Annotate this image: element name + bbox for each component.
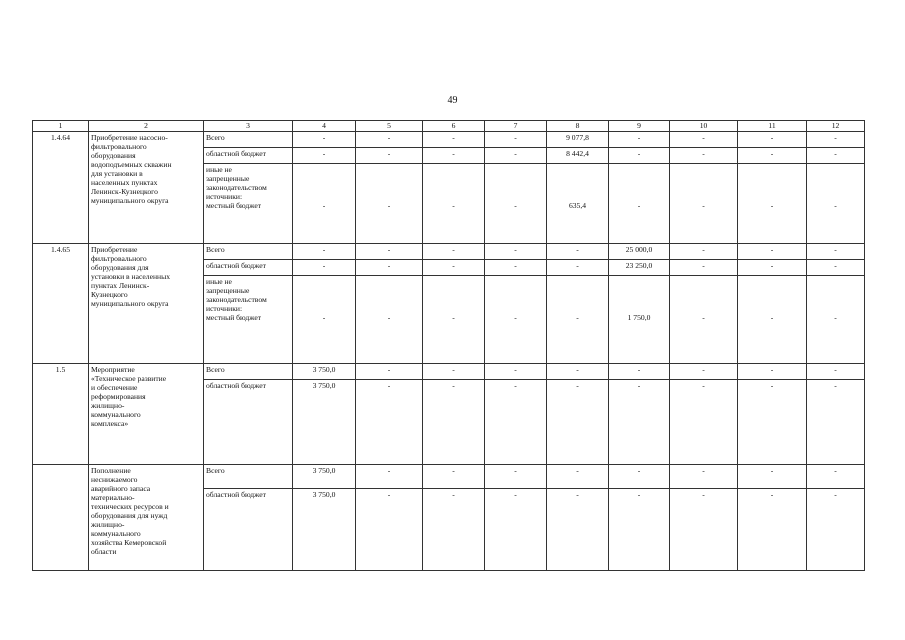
- value-cell: -: [609, 148, 670, 164]
- activity-name-line: муниципального округа: [91, 299, 169, 308]
- value-cell: -: [738, 380, 807, 465]
- activity-name-line: водоподъемных скважин: [91, 160, 172, 169]
- value-cell: -: [485, 276, 547, 364]
- value-cell: 3 750,0: [293, 364, 356, 380]
- row-number: 1.4.64: [33, 132, 89, 244]
- funding-source-line: запрещенные: [206, 286, 250, 295]
- value-cell: -: [293, 148, 356, 164]
- value-cell: -: [670, 380, 738, 465]
- budget-table: [32, 120, 865, 571]
- value-cell: -: [423, 132, 485, 148]
- value-cell: -: [807, 489, 865, 571]
- value-cell: -: [356, 364, 423, 380]
- activity-name: [89, 364, 204, 465]
- funding-source: [204, 164, 293, 244]
- value-cell: -: [356, 465, 423, 489]
- value-cell: -: [609, 380, 670, 465]
- value-cell: -: [807, 364, 865, 380]
- funding-source: Всего: [204, 364, 293, 380]
- funding-source-line: иные не: [206, 277, 232, 286]
- value-cell: -: [423, 465, 485, 489]
- value-cell: 635,4: [547, 164, 609, 244]
- column-header: 10: [670, 121, 738, 132]
- activity-name-line: Приобретение насосно-: [91, 133, 168, 142]
- value-cell: -: [423, 244, 485, 260]
- activity-name-line: и обеспечение: [91, 383, 138, 392]
- activity-name-line: муниципального округа: [91, 196, 169, 205]
- value-cell: -: [356, 260, 423, 276]
- funding-source-line: источники:: [206, 192, 243, 201]
- activity-name-line: комплекса»: [91, 419, 129, 428]
- funding-source: областной бюджет: [204, 380, 293, 465]
- table-row: [33, 465, 865, 489]
- value-cell: -: [293, 132, 356, 148]
- value-cell: -: [356, 380, 423, 465]
- value-cell: -: [356, 244, 423, 260]
- activity-name-line: материально-: [91, 493, 135, 502]
- value-cell: -: [485, 465, 547, 489]
- funding-source-line: законодательством: [206, 295, 267, 304]
- page-number: 49: [447, 95, 458, 106]
- column-header: 12: [807, 121, 865, 132]
- row-number: 1.5: [33, 364, 89, 465]
- funding-source-line: местный бюджет: [206, 201, 262, 210]
- value-cell: -: [609, 164, 670, 244]
- value-cell: -: [738, 465, 807, 489]
- column-header: 11: [738, 121, 807, 132]
- value-cell: -: [485, 244, 547, 260]
- activity-name-line: коммунального: [91, 529, 141, 538]
- value-cell: -: [807, 260, 865, 276]
- funding-source: Всего: [204, 132, 293, 148]
- value-cell: -: [670, 244, 738, 260]
- funding-source: областной бюджет: [204, 260, 293, 276]
- activity-name-line: аварийного запаса: [91, 484, 151, 493]
- value-cell: -: [485, 148, 547, 164]
- activity-name: [89, 132, 204, 244]
- value-cell: -: [670, 164, 738, 244]
- value-cell: -: [356, 164, 423, 244]
- value-cell: -: [356, 489, 423, 571]
- value-cell: -: [547, 465, 609, 489]
- column-header: 1: [33, 121, 89, 132]
- value-cell: -: [807, 148, 865, 164]
- activity-name-line: пунктах Ленинск-: [91, 281, 150, 290]
- value-cell: -: [738, 260, 807, 276]
- column-header: 2: [89, 121, 204, 132]
- value-cell: -: [609, 132, 670, 148]
- value-cell: -: [547, 380, 609, 465]
- activity-name-line: жилищно-: [91, 401, 125, 410]
- activity-name-line: фильтровального: [91, 142, 147, 151]
- activity-name-line: Приобретение: [91, 245, 138, 254]
- activity-name-line: оборудования для нужд: [91, 511, 168, 520]
- value-cell: -: [670, 148, 738, 164]
- value-cell: -: [485, 164, 547, 244]
- value-cell: -: [738, 164, 807, 244]
- value-cell: -: [738, 132, 807, 148]
- value-cell: -: [485, 489, 547, 571]
- activity-name-line: Ленинск-Кузнецкого: [91, 187, 158, 196]
- value-cell: -: [609, 489, 670, 571]
- value-cell: -: [738, 244, 807, 260]
- funding-source-line: источники:: [206, 304, 243, 313]
- funding-source: Всего: [204, 244, 293, 260]
- value-cell: -: [293, 276, 356, 364]
- value-cell: 3 750,0: [293, 380, 356, 465]
- value-cell: -: [423, 364, 485, 380]
- value-cell: 23 250,0: [609, 260, 670, 276]
- value-cell: -: [547, 260, 609, 276]
- activity-name-line: установки в населенных: [91, 272, 170, 281]
- activity-name-line: населенных пунктах: [91, 178, 158, 187]
- value-cell: -: [807, 132, 865, 148]
- value-cell: -: [293, 164, 356, 244]
- value-cell: -: [807, 380, 865, 465]
- activity-name-line: технических ресурсов и: [91, 502, 169, 511]
- value-cell: -: [738, 148, 807, 164]
- value-cell: -: [485, 364, 547, 380]
- value-cell: -: [609, 465, 670, 489]
- value-cell: -: [807, 244, 865, 260]
- funding-source-line: иные не: [206, 165, 232, 174]
- column-header: 8: [547, 121, 609, 132]
- activity-name-line: Мероприятие: [91, 365, 135, 374]
- value-cell: 3 750,0: [293, 465, 356, 489]
- value-cell: -: [485, 132, 547, 148]
- value-cell: -: [670, 489, 738, 571]
- funding-source-line: местный бюджет: [206, 313, 262, 322]
- value-cell: -: [547, 276, 609, 364]
- value-cell: -: [670, 276, 738, 364]
- table-row: [33, 244, 865, 260]
- activity-name-line: реформирования: [91, 392, 146, 401]
- value-cell: -: [356, 132, 423, 148]
- funding-source: [204, 276, 293, 364]
- activity-name-line: «Техническое развитие: [91, 374, 167, 383]
- column-header: 4: [293, 121, 356, 132]
- value-cell: -: [670, 260, 738, 276]
- value-cell: -: [423, 164, 485, 244]
- value-cell: -: [423, 489, 485, 571]
- activity-name-line: Пополнение: [91, 466, 131, 475]
- activity-name-line: Кузнецкого: [91, 290, 128, 299]
- value-cell: -: [485, 380, 547, 465]
- column-header: 6: [423, 121, 485, 132]
- value-cell: -: [547, 244, 609, 260]
- funding-source-line: запрещенные: [206, 174, 250, 183]
- value-cell: 1 750,0: [609, 276, 670, 364]
- column-header: 3: [204, 121, 293, 132]
- value-cell: -: [670, 364, 738, 380]
- activity-name-line: коммунального: [91, 410, 141, 419]
- funding-source: областной бюджет: [204, 489, 293, 571]
- value-cell: 25 000,0: [609, 244, 670, 260]
- value-cell: -: [609, 364, 670, 380]
- funding-source: областной бюджет: [204, 148, 293, 164]
- value-cell: -: [423, 148, 485, 164]
- value-cell: -: [670, 465, 738, 489]
- activity-name-line: фильтровального: [91, 254, 147, 263]
- value-cell: 3 750,0: [293, 489, 356, 571]
- value-cell: -: [423, 380, 485, 465]
- activity-name-line: оборудования: [91, 151, 136, 160]
- value-cell: -: [485, 260, 547, 276]
- value-cell: -: [670, 132, 738, 148]
- value-cell: -: [293, 260, 356, 276]
- activity-name-line: жилищно-: [91, 520, 125, 529]
- value-cell: -: [547, 364, 609, 380]
- activity-name-line: для установки в: [91, 169, 143, 178]
- value-cell: -: [738, 489, 807, 571]
- value-cell: -: [807, 465, 865, 489]
- value-cell: -: [738, 364, 807, 380]
- value-cell: 9 077,8: [547, 132, 609, 148]
- activity-name-line: хозяйства Кемеровской: [91, 538, 167, 547]
- value-cell: -: [356, 276, 423, 364]
- table-row: [33, 364, 865, 380]
- value-cell: -: [293, 244, 356, 260]
- header-row: [33, 121, 865, 132]
- row-number: [33, 465, 89, 571]
- value-cell: -: [807, 276, 865, 364]
- activity-name-line: области: [91, 547, 117, 556]
- value-cell: 8 442,4: [547, 148, 609, 164]
- funding-source-line: законодательством: [206, 183, 267, 192]
- value-cell: -: [738, 276, 807, 364]
- column-header: 9: [609, 121, 670, 132]
- value-cell: -: [547, 489, 609, 571]
- column-header: 7: [485, 121, 547, 132]
- column-header: 5: [356, 121, 423, 132]
- activity-name-line: оборудования для: [91, 263, 149, 272]
- activity-name: [89, 244, 204, 364]
- value-cell: -: [423, 260, 485, 276]
- value-cell: -: [356, 148, 423, 164]
- activity-name: [89, 465, 204, 571]
- funding-source: Всего: [204, 465, 293, 489]
- activity-name-line: неснижаемого: [91, 475, 138, 484]
- value-cell: -: [423, 276, 485, 364]
- table-row: [33, 132, 865, 148]
- row-number: 1.4.65: [33, 244, 89, 364]
- value-cell: -: [807, 164, 865, 244]
